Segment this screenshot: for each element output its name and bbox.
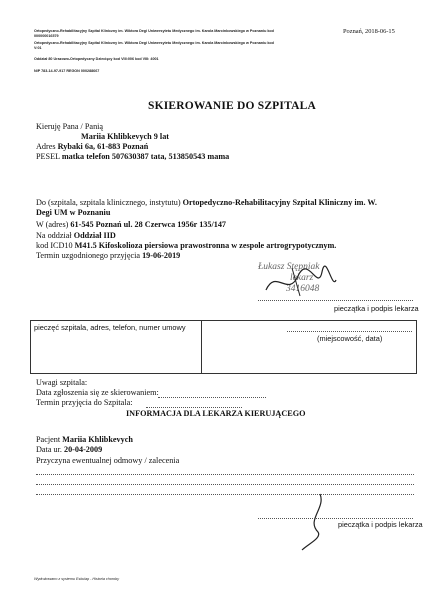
hospital-name-1: Ortopedyczno-Rehabilitacyjny Szpital Kliniczny im. W.: [182, 198, 377, 207]
info-section-title: INFORMACJA DLA LEKARZA KIERUJĄCEGO: [126, 409, 306, 418]
reason-line-2: [36, 484, 414, 485]
pacjent-value: Mariia Khlibkevych: [62, 435, 133, 444]
oddzial-value: Oddział IID: [73, 231, 116, 240]
icd-label: kod ICD10: [36, 241, 73, 250]
dob-value: 20-04-2009: [63, 445, 103, 454]
pesel-label: PESEL: [36, 152, 60, 161]
footer-text: Wydrukowano z systemu Eskulap - Historia choroby: [34, 577, 120, 581]
termin-line: [36, 251, 180, 261]
oddzial-line: [36, 231, 116, 241]
doctor-stamp-title: lekarz: [290, 273, 314, 283]
place-date-box: [201, 320, 417, 374]
adres-line: [36, 220, 226, 230]
institution-line-4: V:01: [34, 46, 42, 50]
doctor-stamp-name: Łukasz Stępniak: [258, 262, 320, 272]
signature-caption-1: pieczątka i podpis lekarza: [334, 304, 419, 313]
do-label: Do (szpitala, szpitala klinicznego, instytutu): [36, 198, 181, 207]
signature-line-1: [258, 300, 413, 301]
termin-przyjecia-label: Termin przyjęcia do Szpitala:: [36, 398, 133, 407]
place-date: Poznań, 2018-06-15: [343, 28, 395, 35]
termin-przyjecia-dotted-line: [146, 407, 242, 408]
institution-line-2: 000000016579: [34, 34, 59, 38]
pesel-value: matka telefon: [61, 152, 110, 161]
adres-label: W (adres): [36, 220, 69, 229]
address-label: Adres: [36, 142, 56, 151]
icd-value: M41.5 Kifoskolioza piersiowa prawostronna w zespole artrogrypotycznym.: [74, 241, 337, 250]
patient-name-age: Mariia Khlibkevych 9 lat: [81, 132, 170, 141]
signature-line-2: [258, 518, 413, 519]
do-line: [36, 198, 377, 208]
signature-caption-2: pieczątka i podpis lekarza: [338, 520, 423, 529]
icd-line: [36, 241, 336, 251]
dob-label: Data ur.: [36, 445, 62, 454]
hospital-stamp-box-label: pieczęć szpitala, adres, telefon, numer umowy: [34, 323, 186, 332]
hospital-stamp-box: [30, 320, 202, 374]
zgloszenie-dotted-line: [158, 397, 266, 398]
zgloszenie-label: Data zgłoszenia się ze skierowaniem:: [36, 388, 159, 397]
adres-value: 61-545 Poznań ul. 28 Czerwca 1956r 135/147: [70, 220, 227, 229]
document-title: SKIEROWANIE DO SZPITALA: [148, 100, 316, 112]
pacjent-label: Pacjent: [36, 435, 61, 444]
institution-line-5: Oddział 80 Urazowo-Ortopedyczny Dziecięcy kod VIII:006 kod VIII: 4001: [34, 57, 159, 61]
address-line: [36, 142, 148, 152]
institution-line-1: Ortopedyczno-Rehabilitacyjny Szpital Kliniczny im. Wiktora Degi Uniwersytetu Medycznego im. Karola Marcinkowskiego w Poznaniu kod: [34, 29, 274, 33]
pacjent-line: [36, 435, 133, 445]
termin-value: 19-06-2019: [142, 251, 181, 260]
oddzial-label: Na oddział: [36, 231, 72, 240]
reason-line-1: [36, 474, 414, 475]
phones-value: 507630387 tata, 513850543 mama: [111, 152, 230, 161]
place-date-caption: (miejscowość, data): [317, 334, 383, 343]
address-value: Rybaki 6a, 61-883 Poznań: [57, 142, 149, 151]
doctor-stamp-number: 3416048: [286, 284, 320, 294]
dob-line: [36, 445, 102, 455]
kieruje-label: Kieruję Pana / Panią: [36, 122, 104, 131]
institution-line-6: NIP 783-14-97-917 REGON 000288667: [34, 69, 100, 73]
doctor-signature-2: [296, 492, 330, 552]
reason-line-3: [36, 494, 414, 495]
termin-label: Termin uzgodnionego przyjęcia: [36, 251, 141, 260]
doctor-signature: [262, 262, 338, 300]
przyczyna-label: Przyczyna ewentualnej odmowy / zalecenia: [36, 456, 180, 465]
uwagi-label: Uwagi szpitala:: [36, 378, 88, 387]
place-date-dotted-line: [287, 331, 412, 332]
pesel-line: [36, 152, 229, 162]
hospital-name-2: Degi UM w Poznaniu: [36, 208, 111, 217]
institution-line-3: Ortopedyczno-Rehabilitacyjny Szpital Kliniczny im. Wiktora Degi Uniwersytetu Medycznego im. Karola Marcinkowskiego w Poznaniu kod: [34, 41, 274, 45]
